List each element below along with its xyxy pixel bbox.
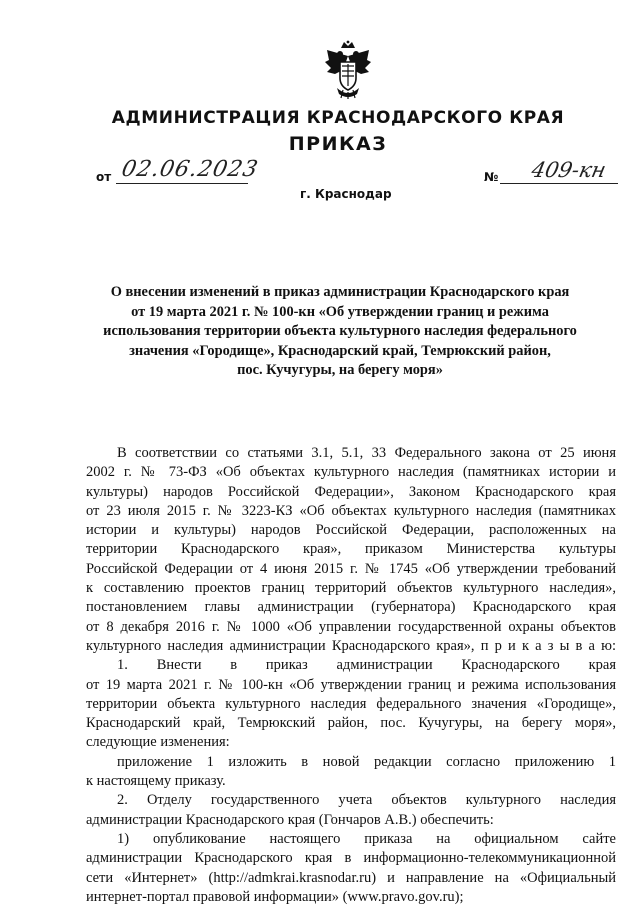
number-label: №: [484, 170, 499, 184]
date-label: от: [96, 170, 112, 184]
body-line: 2. Отделу государственного учета объектов культурного наследия: [117, 792, 616, 809]
handwritten-number: 409-кн: [529, 158, 609, 182]
date-underline: [116, 183, 248, 184]
body-line: 2002 г. № 73-ФЗ «Об объектах культурного наследия (памятниках истории и: [86, 464, 616, 481]
body-line: 1. Внести в приказ администрации Краснодарского края: [117, 657, 616, 674]
body-line: 1) опубликование настоящего приказа на официальном сайте: [117, 830, 616, 847]
body-line: Российской Федерации от 4 июня 2015 г. № 1745 «Об утверждении требований: [86, 560, 616, 577]
body-line: истории и культуры) народов Российской Федерации, расположенных на: [86, 522, 616, 539]
document-type: ПРИКАЗ: [288, 133, 388, 155]
coat-of-arms-icon: [323, 40, 373, 100]
body-line: культурного наследия администрации Краснодарского края», п р и к а з ы в а ю:: [86, 637, 616, 654]
body-line: В соответствии со статьями 3.1, 5.1, 33 Федерального закона от 25 июня: [117, 445, 616, 461]
body-line: сети «Интернет» (http://admkrai.krasnodar.ru) и направление на «Официальный: [86, 869, 616, 886]
body-line: территории объекта культурного наследия федерального значения «Городище»,: [86, 695, 616, 712]
body-line: от 8 декабря 2016 г. № 1000 «Об управлении государственной охраны объектов: [86, 618, 616, 635]
title-line: использования территории объекта культурного наследия федерального: [103, 323, 577, 339]
body-line: к настоящему приказу.: [86, 773, 226, 790]
city-label: г. Краснодар: [300, 187, 392, 201]
title-line: О внесении изменений в приказ администрации Краснодарского края: [110, 284, 570, 300]
body-line: следующие изменения:: [86, 734, 230, 751]
number-underline: [500, 183, 618, 184]
body-line: от 23 июля 2015 г. № 3223-КЗ «Об объектах культурного наследия (памятниках: [86, 502, 616, 519]
body-line: постановлением главы администрации (губернатора) Краснодарского края: [86, 599, 616, 616]
body-line: к составлению проектов границ территорий объектов культурного наследия»,: [86, 580, 616, 597]
title-line: от 19 марта 2021 г. № 100-кн «Об утверждении границ и режима: [131, 303, 549, 320]
body-line: территории Краснодарского края», приказом Министерства культуры: [86, 541, 616, 558]
body-line: от 19 марта 2021 г. № 100-кн «Об утверждении границ и режима использования: [86, 676, 616, 693]
title-line: пос. Кучугуры, на берегу моря»: [237, 362, 443, 378]
title-line: значения «Городище», Краснодарский край, Темрюкский район,: [129, 342, 551, 359]
body-line: приложение 1 изложить в новой редакции согласно приложению 1: [117, 753, 616, 770]
document-title: [90, 283, 590, 381]
body-line: администрации Краснодарского края в информационно-телекоммуникационной: [86, 850, 616, 867]
body-line: интернет-портал правовой информации» (www.pravo.gov.ru);: [86, 888, 464, 905]
body-line: администрации Краснодарского края (Гончаров А.В.) обеспечить:: [86, 811, 494, 828]
organization-name: АДМИНИСТРАЦИЯ КРАСНОДАРСКОГО КРАЯ: [111, 108, 565, 128]
body-line: культуры) народов Российской Федерации», Законом Краснодарского края: [86, 483, 616, 500]
handwritten-date: 02.06.2023: [119, 157, 261, 182]
body-line: Краснодарский край, Темрюкский район, пос. Кучугуры, на берегу моря»,: [86, 715, 616, 732]
document-body: [86, 444, 616, 907]
